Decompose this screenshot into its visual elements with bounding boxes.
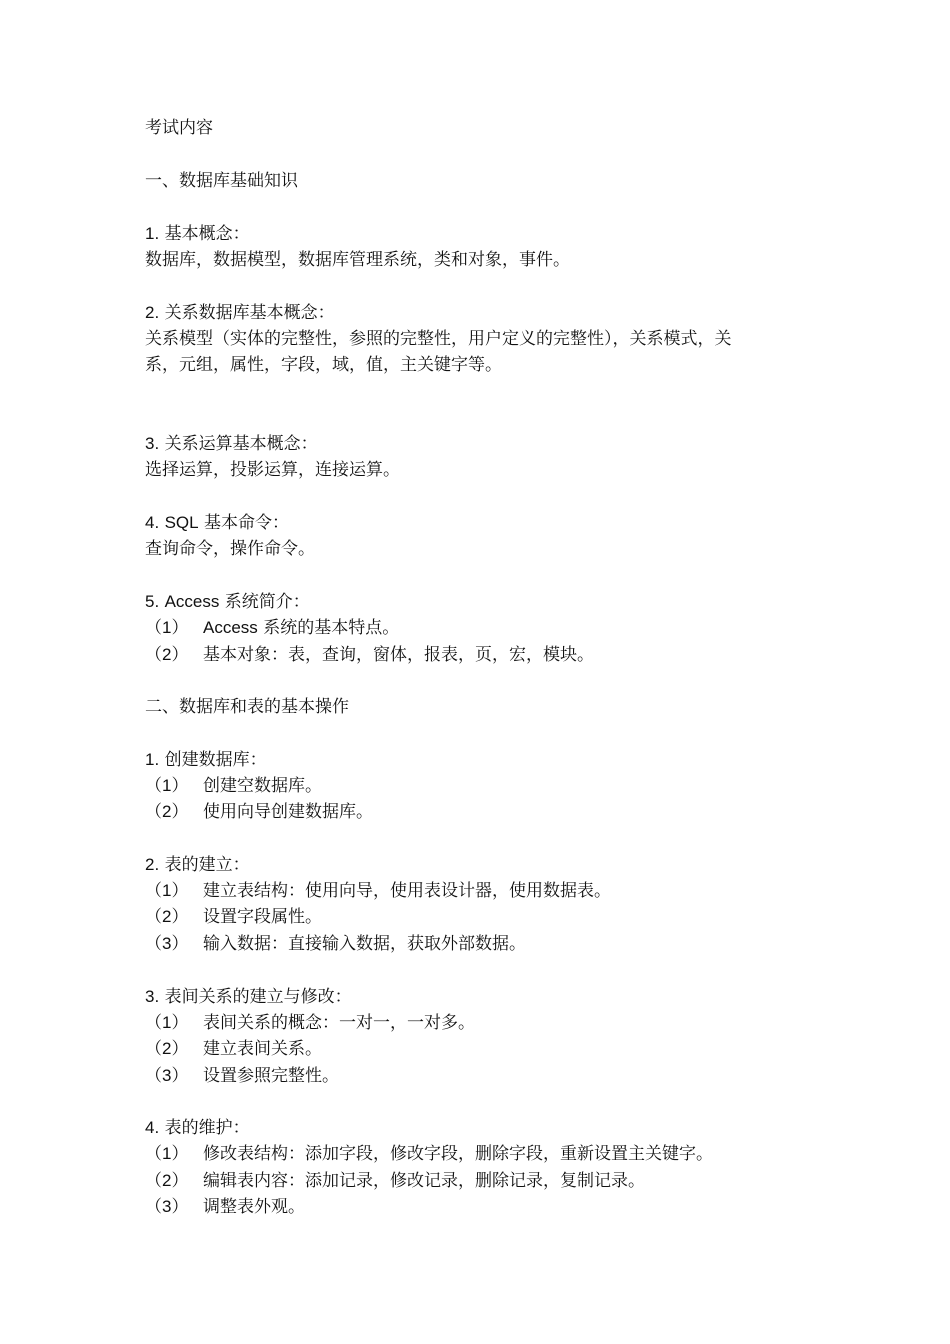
list-item <box>145 1012 475 1034</box>
list-item <box>145 1065 339 1087</box>
s1-2-body-line2 <box>145 354 502 376</box>
list-marker: （3） <box>145 1197 189 1216</box>
s2-2-number: 2. <box>145 855 160 874</box>
s2-4-title <box>145 1117 250 1139</box>
s1-2-body-line1 <box>145 328 732 350</box>
list-item-text: 输入数据：直接输入数据，获取外部数据。 <box>203 934 526 954</box>
list-item-text: 设置参照完整性。 <box>203 1066 339 1086</box>
section1-heading-text: 一、数据库基础知识 <box>145 171 298 191</box>
list-item-text: 表间关系的概念：一对一，一对多。 <box>203 1013 475 1033</box>
list-item <box>145 644 594 666</box>
list-item-text: 使用向导创建数据库。 <box>203 802 373 822</box>
section2-heading-text: 二、数据库和表的基本操作 <box>145 697 349 717</box>
s1-1-number: 1. <box>145 224 160 243</box>
s1-3-number: 3. <box>145 434 160 453</box>
s1-4-body <box>145 538 315 560</box>
s1-3-body-text: 选择运算，投影运算，连接运算。 <box>145 460 400 480</box>
s2-2-title-text: 表的建立： <box>164 855 250 875</box>
list-item-text: 创建空数据库。 <box>203 776 322 796</box>
list-marker: （1） <box>145 881 189 900</box>
s1-2-number: 2. <box>145 303 160 322</box>
s1-2-body-line1-text: 关系模型（实体的完整性，参照的完整性，用户定义的完整性），关系模式，关 <box>145 329 732 349</box>
s2-3-number: 3. <box>145 987 160 1006</box>
s1-5-title <box>145 591 310 613</box>
list-marker: （1） <box>145 776 189 795</box>
list-item <box>145 801 373 823</box>
s2-3-title <box>145 986 352 1008</box>
list-marker: （2） <box>145 1171 189 1190</box>
s2-2-title <box>145 854 250 876</box>
list-item-text: 修改表结构：添加字段，修改字段，删除字段，重新设置主关键字。 <box>203 1144 713 1164</box>
s1-1-body-text: 数据库，数据模型，数据库管理系统，类和对象，事件。 <box>145 250 570 270</box>
list-item <box>145 880 611 902</box>
list-item <box>145 617 399 639</box>
list-item <box>145 1196 305 1218</box>
s1-4-title-text: 基本命令： <box>204 513 290 533</box>
page-title-text: 考试内容 <box>145 118 213 138</box>
s2-3-title-text: 表间关系的建立与修改： <box>164 987 352 1007</box>
list-item-text: 基本对象：表，查询，窗体，报表，页，宏，模块。 <box>203 645 594 665</box>
s1-4-number: 4. <box>145 513 160 532</box>
list-item-text: 设置字段属性。 <box>203 907 322 927</box>
list-marker: （1） <box>145 1144 189 1163</box>
list-item <box>145 775 322 797</box>
s1-2-title-text: 关系数据库基本概念： <box>164 303 335 323</box>
list-item-text: 编辑表内容：添加记录，修改记录，删除记录，复制记录。 <box>203 1171 645 1191</box>
list-marker: （1） <box>145 618 189 637</box>
list-item <box>145 1143 713 1165</box>
list-item <box>145 933 526 955</box>
list-marker: （3） <box>145 934 189 953</box>
page-title <box>145 117 213 139</box>
section2-heading <box>145 696 349 718</box>
list-marker: （1） <box>145 1013 189 1032</box>
s1-3-title-text: 关系运算基本概念： <box>164 434 318 454</box>
s2-4-title-text: 表的维护： <box>164 1118 250 1138</box>
list-item-access: Access <box>203 618 258 637</box>
s2-4-number: 4. <box>145 1118 160 1137</box>
s2-1-title-text: 创建数据库： <box>164 750 267 770</box>
list-marker: （2） <box>145 1039 189 1058</box>
list-marker: （2） <box>145 645 189 664</box>
s1-1-body <box>145 249 570 271</box>
list-item-text: 系统的基本特点。 <box>263 618 400 638</box>
s1-4-body-text: 查询命令，操作命令。 <box>145 539 315 559</box>
list-item-text: 建立表结构：使用向导，使用表设计器，使用数据表。 <box>203 881 611 901</box>
s1-2-title <box>145 302 335 324</box>
s1-5-title-text: 系统简介： <box>224 592 310 612</box>
list-item <box>145 1170 645 1192</box>
s1-1-title <box>145 223 250 245</box>
section1-heading <box>145 170 298 192</box>
s2-1-number: 1. <box>145 750 160 769</box>
s1-5-access: Access <box>164 592 220 611</box>
s1-5-number: 5. <box>145 592 160 611</box>
list-marker: （2） <box>145 802 189 821</box>
s1-3-body <box>145 459 400 481</box>
s2-1-title <box>145 749 267 771</box>
s1-4-title <box>145 512 289 534</box>
list-item <box>145 1038 322 1060</box>
list-item-text: 调整表外观。 <box>203 1197 305 1217</box>
s1-1-title-text: 基本概念： <box>164 224 250 244</box>
s1-4-sql: SQL <box>164 513 199 532</box>
list-marker: （3） <box>145 1066 189 1085</box>
s1-2-body-line2-text: 系，元组，属性，字段，域，值，主关键字等。 <box>145 355 502 375</box>
list-item-text: 建立表间关系。 <box>203 1039 322 1059</box>
list-marker: （2） <box>145 907 189 926</box>
list-item <box>145 906 322 928</box>
s1-3-title <box>145 433 318 455</box>
